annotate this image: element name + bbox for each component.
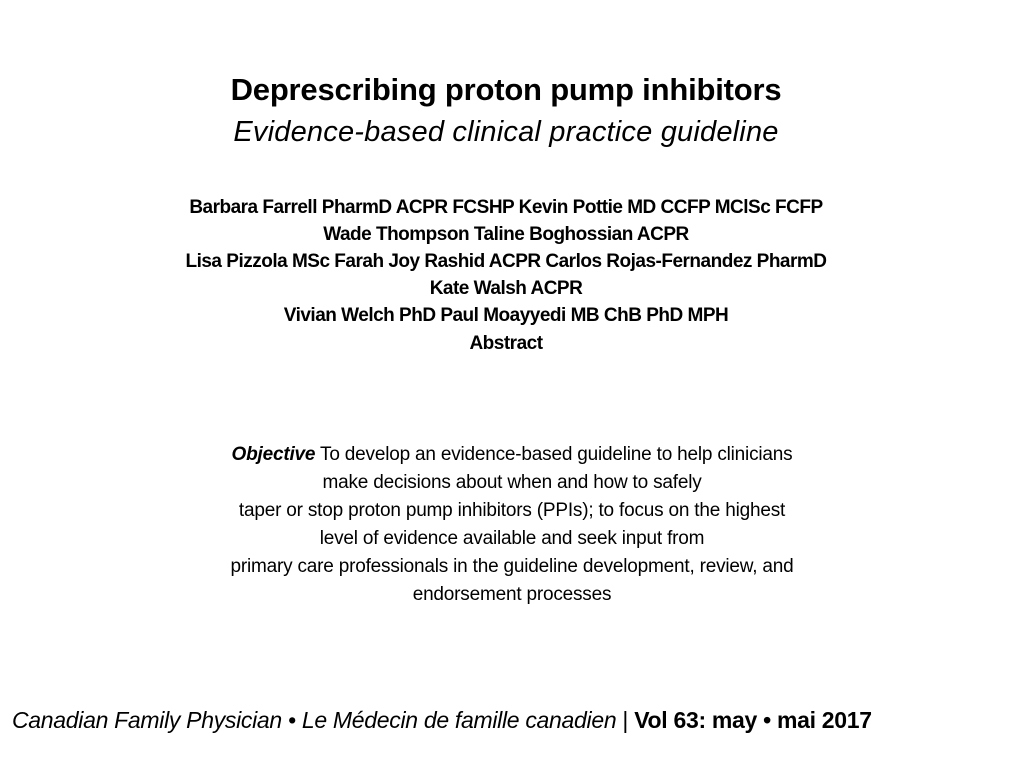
- author-line: Kate Walsh ACPR: [429, 278, 583, 299]
- author-line: Wade Thompson Taline Boghossian ACPR: [323, 224, 689, 245]
- abstract-heading: Abstract: [469, 333, 543, 354]
- journal-name: Canadian Family Physician • Le Médecin de famille canadien: [12, 707, 617, 733]
- author-line: Lisa Pizzola MSc Farah Joy Rashid ACPR Carlos Rojas-Fernandez PharmD: [185, 251, 827, 272]
- journal-issue: Vol 63: may • mai 2017: [634, 707, 872, 733]
- objective-line: [0, 441, 1024, 469]
- objective-text: To develop an evidence-based guideline to help clinicians: [320, 444, 793, 465]
- objective-line: endorsement processes: [412, 584, 612, 605]
- objective-section: [0, 441, 1024, 609]
- author-list: [0, 194, 1012, 329]
- objective-line: taper or stop proton pump inhibitors (PPIs); to focus on the highest: [238, 500, 786, 521]
- objective-line: primary care professionals in the guideline development, review, and: [230, 556, 794, 577]
- author-line: Barbara Farrell PharmD ACPR FCSHP Kevin Pottie MD CCFP MClSc FCFP: [189, 197, 823, 218]
- footer-separator: |: [622, 707, 629, 733]
- paper-subtitle: Evidence-based clinical practice guideline: [233, 116, 779, 148]
- objective-line: level of evidence available and seek input from: [319, 528, 705, 549]
- journal-footer: [12, 702, 1012, 738]
- paper-title: Deprescribing proton pump inhibitors: [230, 72, 782, 107]
- objective-label: Objective: [231, 444, 316, 465]
- author-line: Vivian Welch PhD Paul Moayyedi MB ChB PhD MPH: [283, 305, 729, 326]
- objective-line: make decisions about when and how to safely: [322, 472, 702, 493]
